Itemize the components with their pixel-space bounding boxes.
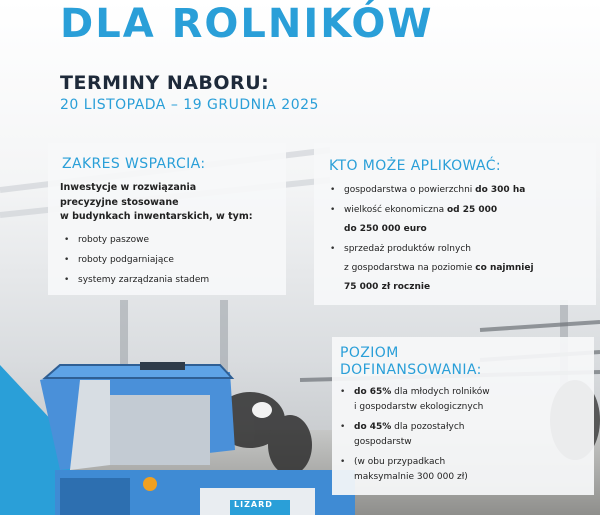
list-item: • systemy zarządzania stadem — [64, 273, 209, 288]
item-text: • (w obu przypadkach — [354, 457, 446, 467]
terms-heading: TERMINY NABORU: — [60, 72, 270, 94]
page-title: DLA ROLNIKÓW — [60, 1, 434, 47]
list-item — [340, 420, 590, 450]
eligibility-heading: KTO MOŻE APLIKOWAĆ: — [329, 158, 501, 174]
support-scope-intro-line: precyzyjne stosowane — [60, 196, 179, 208]
list-item — [340, 455, 590, 485]
item-bold: 75 000 zł rocznie — [344, 282, 431, 292]
machine-logo: LIZARD — [234, 500, 273, 509]
funding-heading-line: POZIOM — [340, 345, 399, 361]
item-bold: co najmniej — [475, 263, 534, 273]
item-text: dla młodych rolników — [391, 387, 490, 397]
support-scope-heading: ZAKRES WSPARCIA: — [62, 156, 206, 172]
list-item: • roboty podgarniające — [64, 253, 209, 268]
funding-panel — [332, 337, 594, 495]
item-text: i gospodarstw ekologicznych — [354, 402, 484, 412]
support-scope-panel — [48, 143, 286, 295]
item-text: gospodarstw — [354, 437, 412, 447]
item-bold: do 65% — [354, 387, 392, 397]
list-item — [340, 385, 590, 415]
item-text: wielkość ekonomiczna — [344, 205, 447, 215]
list-item — [330, 203, 590, 237]
item-bold: do 45% — [354, 422, 392, 432]
item-bold: do 300 ha — [475, 185, 526, 195]
eligibility-list — [330, 183, 590, 295]
support-scope-list — [64, 233, 209, 288]
list-item — [330, 242, 590, 295]
funding-heading — [340, 345, 482, 379]
item-text: maksymalnie 300 000 zł) — [354, 472, 468, 482]
item-text: • sprzedaż produktów rolnych — [344, 244, 471, 254]
list-item — [330, 183, 590, 198]
item-bold: od 25 000 — [446, 205, 498, 215]
support-scope-intro-line: w budynkach inwentarskich, w tym: — [60, 211, 253, 222]
list-item: • roboty paszowe — [64, 233, 209, 248]
item-text: z gospodarstwa na poziomie — [344, 263, 476, 273]
funding-heading-line: DOFINANSOWANIA: — [340, 362, 482, 378]
funding-list — [340, 385, 590, 485]
item-text: dla pozostałych — [391, 422, 465, 432]
item-bold: do 250 000 euro — [344, 224, 427, 234]
support-scope-intro — [60, 181, 253, 225]
terms-dates: 20 LISTOPADA – 19 GRUDNIA 2025 — [60, 97, 319, 113]
support-scope-intro-line: Inwestycje w rozwiązania — [60, 182, 197, 193]
eligibility-panel — [314, 143, 596, 305]
item-text: gospodarstwa o powierzchni — [344, 185, 476, 195]
